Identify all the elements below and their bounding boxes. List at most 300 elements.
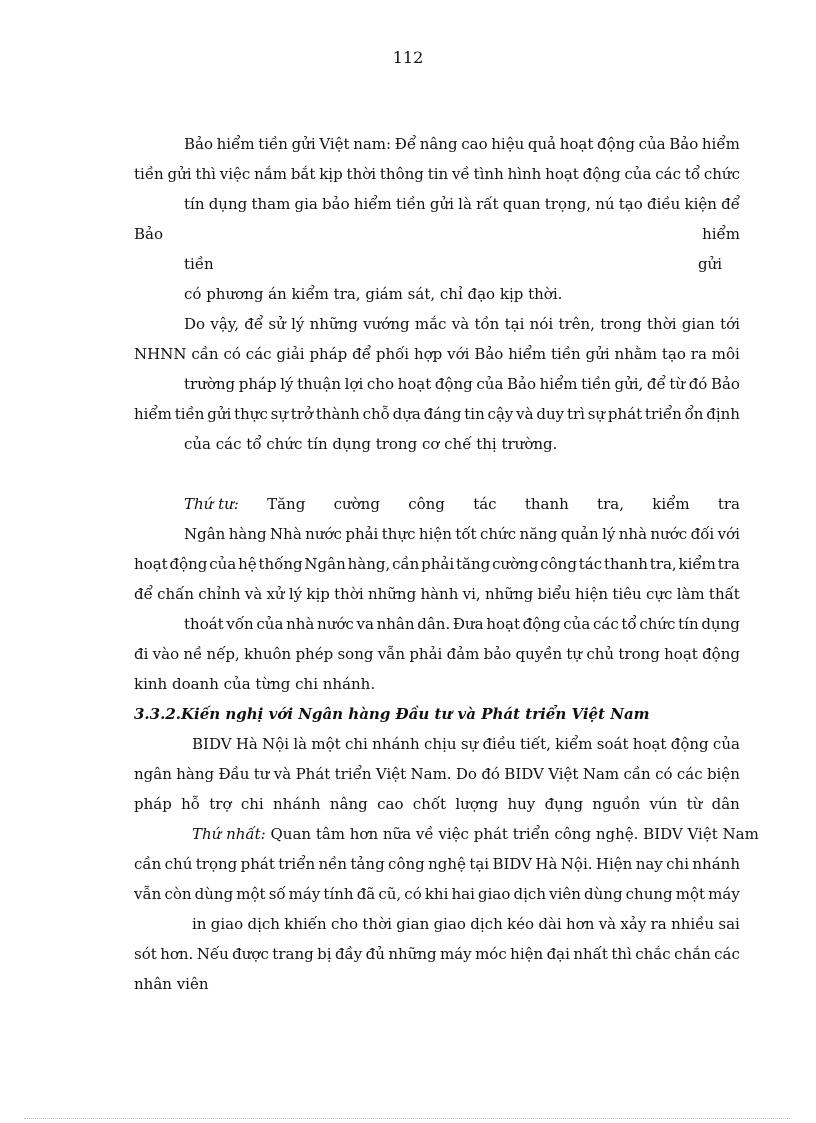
word: thực <box>381 525 416 543</box>
word: dài <box>538 915 562 933</box>
word: vướng <box>363 315 410 333</box>
text-line <box>134 554 740 574</box>
word: tín <box>678 615 699 633</box>
word: BIDV <box>492 855 533 873</box>
word: nguồn <box>592 795 641 813</box>
word: nhiều <box>671 915 715 933</box>
word: phải <box>409 645 443 663</box>
word: gian <box>681 315 715 333</box>
word: làm <box>676 585 705 603</box>
word: hai <box>451 885 475 903</box>
word: động <box>169 555 208 573</box>
word: vậy, <box>210 315 240 333</box>
word: đi <box>134 645 149 663</box>
word: là <box>293 735 308 753</box>
word: kéo <box>507 915 535 933</box>
word: ngân <box>134 765 172 783</box>
word: với <box>447 345 470 363</box>
word: dùng <box>584 885 623 903</box>
word: tra <box>717 495 740 513</box>
word: nâng <box>419 135 458 153</box>
word: hàng <box>176 765 215 783</box>
word: các <box>592 615 619 633</box>
word: hoạt <box>486 615 520 633</box>
word: trong <box>600 315 642 333</box>
word: quả <box>527 135 557 153</box>
text-line: của các tổ chức tín dụng trong cơ chế thị trường. <box>184 435 558 453</box>
word: dịch <box>513 885 546 903</box>
word: Bảo <box>134 225 163 243</box>
word: tại <box>504 315 525 333</box>
word: gửi <box>585 345 610 363</box>
word: hỗ <box>181 795 200 813</box>
word: trọng <box>195 855 238 873</box>
word: tác <box>473 495 497 513</box>
word: móc <box>475 945 507 963</box>
word: va <box>356 615 374 633</box>
word: Để <box>394 135 417 153</box>
word: Tăng <box>267 495 306 513</box>
word: đối <box>690 525 715 543</box>
word: sót <box>134 945 157 963</box>
text-line <box>184 494 740 514</box>
word: song <box>337 645 374 663</box>
word: dụng <box>208 195 248 213</box>
word: tồn <box>474 315 500 333</box>
word: hiện <box>575 585 609 603</box>
word: việc <box>219 165 251 183</box>
word: tra, <box>649 555 677 573</box>
word: tốt <box>455 525 477 543</box>
word: thì <box>195 165 216 183</box>
word: Do <box>184 315 206 333</box>
word: nước <box>317 615 354 633</box>
word: nói <box>529 315 554 333</box>
word: gửi <box>167 165 192 183</box>
word: những <box>484 585 534 603</box>
word: để <box>244 315 264 333</box>
word: Đưa <box>452 615 484 633</box>
word: đại <box>546 945 570 963</box>
word: hiệu <box>491 135 525 153</box>
word: từ <box>669 375 686 393</box>
word: trang <box>272 945 314 963</box>
word: dùng <box>194 885 234 903</box>
text-line: nhân viên <box>134 975 209 993</box>
word: Hiện <box>595 855 633 873</box>
word: một <box>236 885 266 903</box>
word: hoạt <box>559 135 594 153</box>
word: thời <box>362 915 392 933</box>
word: huy <box>507 795 536 813</box>
word: Ngân <box>304 555 346 573</box>
word: chịu <box>424 735 457 753</box>
word: thanh <box>603 555 648 573</box>
word: trường <box>184 375 236 393</box>
text-line: có phương án kiểm tra, giám sát, chỉ đạo kịp thời. <box>184 285 563 303</box>
word: đầy <box>334 945 363 963</box>
word: đó <box>481 765 500 783</box>
word: công <box>408 495 445 513</box>
text-run: Quan tâm hơn nữa về việc phát triển công nghệ. BIDV Việt Nam <box>270 825 759 843</box>
word: vi, <box>462 585 481 603</box>
word: thuận <box>297 375 342 393</box>
text-line <box>134 944 740 964</box>
word: đủ <box>365 945 385 963</box>
word: Bảo <box>474 345 504 363</box>
word: giải <box>276 345 305 363</box>
word: nhánh <box>273 795 321 813</box>
word: chắc <box>635 945 671 963</box>
word: thống <box>258 555 303 573</box>
text-line <box>134 644 740 664</box>
word: chỉnh <box>198 585 241 603</box>
word: nhằm <box>614 345 658 363</box>
word: ổn <box>684 405 704 423</box>
word: giao <box>478 885 511 903</box>
word: đụng <box>544 795 584 813</box>
word: tiền <box>551 345 581 363</box>
word: Đầu <box>218 765 250 783</box>
word: điều <box>482 735 516 753</box>
word: dân. <box>417 615 451 633</box>
word: để <box>721 195 740 213</box>
word: tiêu <box>612 585 642 603</box>
word: bắt <box>290 165 316 183</box>
word: tăng <box>456 555 491 573</box>
word: hiểm <box>216 135 255 153</box>
word: NHNN <box>134 345 187 363</box>
word: trọng, <box>544 195 592 213</box>
word: Bảo <box>710 375 740 393</box>
word: giao <box>433 915 466 933</box>
word: lý <box>602 525 616 543</box>
word: hiểm <box>702 225 740 243</box>
word: BIDV <box>504 765 544 783</box>
word: Việt <box>548 765 579 783</box>
word: tổ <box>684 165 701 183</box>
paragraph-label: Thứ nhất: <box>192 825 266 843</box>
word: và <box>273 765 292 783</box>
word: quan <box>502 195 541 213</box>
word: kiểm <box>555 735 593 753</box>
text-line <box>134 404 740 424</box>
word: kiện <box>684 195 717 213</box>
word: nâng <box>329 795 368 813</box>
word: hơn <box>566 915 595 933</box>
word: đã <box>356 885 376 903</box>
word: Nội. <box>560 855 593 873</box>
word: thành <box>315 405 360 423</box>
text-line: kinh doanh của từng chi nhánh. <box>134 675 376 693</box>
word: hoạt <box>134 555 168 573</box>
word: của <box>638 135 666 153</box>
word: là <box>458 195 472 213</box>
text-line <box>184 374 740 394</box>
word: nam: <box>353 135 392 153</box>
word: tới <box>720 315 740 333</box>
word: trở <box>290 405 314 423</box>
word: cũ, <box>378 885 402 903</box>
word: hành <box>420 585 459 603</box>
word: một <box>675 885 706 903</box>
word: để <box>352 345 371 363</box>
word: gửi <box>429 195 454 213</box>
word: pháp <box>134 795 172 813</box>
word: cần <box>392 555 420 573</box>
word: chắn <box>674 945 711 963</box>
word: của <box>624 165 652 183</box>
word: đảm <box>446 645 480 663</box>
word: chung <box>625 885 673 903</box>
word: gửi <box>207 405 232 423</box>
word: thời <box>346 165 377 183</box>
word: lý <box>288 585 303 603</box>
word: Ngân <box>184 525 226 543</box>
word: chức <box>639 615 676 633</box>
word: máy <box>288 885 321 903</box>
text-line <box>192 914 740 934</box>
word: chú <box>164 855 193 873</box>
word: tảng <box>350 855 385 873</box>
word: nghệ <box>428 855 466 873</box>
word: cường <box>492 555 539 573</box>
word: kiểm <box>652 495 690 513</box>
word: khi <box>424 885 449 903</box>
word: cho <box>366 375 394 393</box>
word: lý <box>280 375 294 393</box>
word: vào <box>152 645 180 663</box>
word: động <box>582 165 621 183</box>
paragraph-label: Thứ tư: <box>184 495 239 513</box>
word: gian <box>396 915 430 933</box>
word: chức <box>479 525 517 543</box>
word: lợi <box>344 375 364 393</box>
word: hiện <box>510 945 544 963</box>
word: có <box>655 765 673 783</box>
word: dịch <box>247 915 280 933</box>
word: tham <box>251 195 291 213</box>
word: chi <box>344 735 368 753</box>
text-line <box>134 764 740 784</box>
word: và <box>516 405 534 423</box>
word: gửi, <box>614 375 644 393</box>
word: của <box>256 615 284 633</box>
word: Việt <box>375 765 407 783</box>
word: lượng <box>455 795 499 813</box>
word: thông <box>379 165 424 183</box>
text-line <box>184 614 740 634</box>
word: quyền <box>515 645 563 663</box>
word: Hà <box>535 855 558 873</box>
word: với <box>717 525 740 543</box>
word: đó <box>688 375 708 393</box>
word: từ <box>686 795 703 813</box>
text-line <box>184 314 740 334</box>
word: chi <box>240 795 264 813</box>
word: cực <box>645 585 673 603</box>
word: để <box>646 375 666 393</box>
word: hiểm <box>508 345 547 363</box>
text-line <box>134 224 740 244</box>
word: những <box>388 945 437 963</box>
word: và <box>598 915 617 933</box>
word: kịp <box>319 165 343 183</box>
word: vẫn <box>377 645 406 663</box>
word: vốn <box>226 615 254 633</box>
word: Nếu <box>196 945 229 963</box>
word: thoát <box>184 615 224 633</box>
word: BIDV <box>192 735 232 753</box>
word: thanh <box>524 495 569 513</box>
word: cao <box>377 795 404 813</box>
word: phải <box>345 525 379 543</box>
word: nền <box>318 855 348 873</box>
word: vún <box>649 795 678 813</box>
word: trong <box>618 645 660 663</box>
text-line <box>192 824 759 844</box>
word: máy <box>440 945 472 963</box>
word: phát <box>607 405 643 423</box>
word: cho <box>331 915 359 933</box>
word: tiền <box>395 195 426 213</box>
text-line <box>184 134 740 154</box>
word: tạo <box>618 195 643 213</box>
word: sự <box>270 405 288 423</box>
word: tại <box>469 855 490 873</box>
word: cao <box>461 135 488 153</box>
word: tiết, <box>520 735 551 753</box>
word: sự <box>587 405 606 423</box>
word: năng <box>519 525 558 543</box>
word: nếp, <box>206 645 240 663</box>
word: rất <box>476 195 499 213</box>
word: Bảo <box>184 135 213 153</box>
word: các <box>655 165 681 183</box>
word: xử <box>266 585 285 603</box>
word: dụng <box>701 615 740 633</box>
word: giao <box>210 915 244 933</box>
word: chức <box>703 165 740 183</box>
word: xảy <box>620 915 647 933</box>
word: khiến <box>284 915 327 933</box>
text-line <box>192 734 740 754</box>
word: mắc <box>414 315 447 333</box>
word: hoạt <box>664 645 698 663</box>
word: những <box>367 585 417 603</box>
word: tiền <box>184 255 214 273</box>
word: phép <box>295 645 334 663</box>
text-line <box>134 794 740 814</box>
word: sử <box>268 315 286 333</box>
word: nhất <box>573 945 608 963</box>
word: cần <box>191 345 219 363</box>
word: in <box>192 915 207 933</box>
word: có <box>404 885 422 903</box>
word: gia <box>294 195 318 213</box>
word: trên, <box>558 315 595 333</box>
word: triển <box>278 855 316 873</box>
word: tác <box>578 555 603 573</box>
word: nề <box>183 645 203 663</box>
word: ra <box>690 345 707 363</box>
word: Nhà <box>270 525 302 543</box>
word: tổ <box>621 615 637 633</box>
word: của <box>209 555 237 573</box>
word: nước <box>650 525 688 543</box>
word: dựa <box>392 405 421 423</box>
word: tiền <box>134 165 164 183</box>
word: của <box>476 375 504 393</box>
word: động <box>597 135 635 153</box>
word: nhà <box>286 615 315 633</box>
word: chủ <box>586 645 615 663</box>
word: được <box>232 945 269 963</box>
word: bảo <box>483 645 512 663</box>
word: kiểm <box>678 555 716 573</box>
word: tra, <box>597 495 624 513</box>
word: hàng <box>228 525 267 543</box>
text-line <box>184 524 740 544</box>
word: động <box>702 645 740 663</box>
word: có <box>223 345 241 363</box>
word: hiểm <box>539 375 578 393</box>
word: hệ <box>238 555 257 573</box>
word: duy <box>536 405 565 423</box>
word: về <box>452 165 470 183</box>
word: Phát <box>295 765 331 783</box>
word: hoạt <box>632 735 667 753</box>
word: nhánh <box>372 735 420 753</box>
word: hiện <box>418 525 452 543</box>
word: và <box>244 585 263 603</box>
word: ra <box>650 915 667 933</box>
word: số <box>268 885 286 903</box>
word: phối <box>375 345 410 363</box>
word: thời <box>647 315 677 333</box>
word: thời <box>334 585 364 603</box>
word: máy <box>708 885 740 903</box>
word: phát <box>240 855 275 873</box>
word: tự <box>566 645 583 663</box>
word: động <box>434 375 473 393</box>
word: gửi <box>291 135 316 153</box>
word: của <box>712 735 740 753</box>
word: tin <box>427 165 449 183</box>
word: Việt <box>319 135 350 153</box>
word: nắm <box>254 165 287 183</box>
word: hàng, <box>347 555 391 573</box>
word: triển <box>644 405 682 423</box>
word: Nam. <box>410 765 452 783</box>
word: các <box>714 945 740 963</box>
word: còn <box>164 885 192 903</box>
word: nước <box>305 525 342 543</box>
text-line <box>134 854 740 874</box>
word: vẫn <box>134 885 162 903</box>
word: thất <box>708 585 740 603</box>
word: chốt <box>412 795 447 813</box>
word: tạo <box>661 345 686 363</box>
word: kịp <box>306 585 330 603</box>
word: bảo <box>322 195 350 213</box>
word: hiểm <box>353 195 392 213</box>
word: tình <box>473 165 504 183</box>
word: cần <box>134 855 162 873</box>
word: nhà <box>618 525 648 543</box>
word: tra <box>717 555 740 573</box>
section-heading: 3.3.2.Kiến nghị với Ngân hàng Đầu tư và Phát triển Việt Nam <box>134 705 650 723</box>
